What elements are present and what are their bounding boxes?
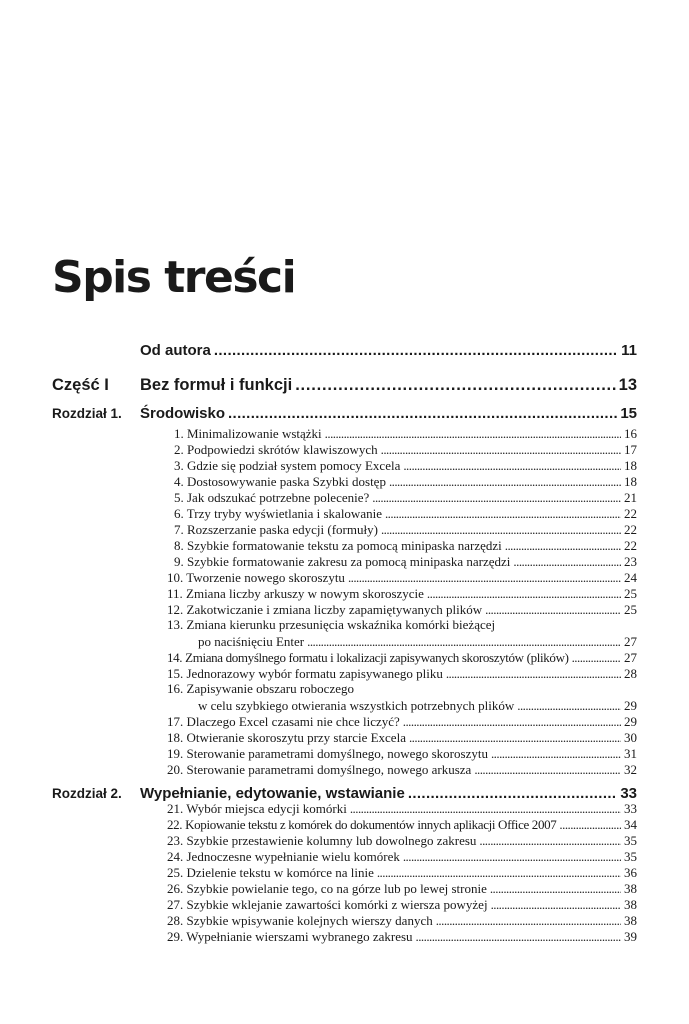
- dot-leader: [490, 881, 621, 897]
- toc-item-label: 6. Trzy tryby wyświetlania i skalowanie: [174, 506, 382, 521]
- toc-item-label: 29. Wypełnianie wierszami wybranego zakresu: [167, 929, 413, 944]
- dot-leader: [427, 586, 621, 602]
- dot-leader: [377, 865, 621, 881]
- toc-item-13[interactable]: 13. Zmiana kierunku przesunięcia wskaźnika komórki bieżącej: [167, 617, 496, 632]
- toc-item-10[interactable]: [167, 570, 637, 586]
- toc-item-label: 21. Wybór miejsca edycji komórki: [167, 801, 347, 816]
- dot-leader: [214, 342, 618, 359]
- toc-item-27[interactable]: [167, 897, 637, 913]
- toc-item-21[interactable]: [167, 801, 637, 817]
- chapter-prefix: Rozdział 1.: [52, 406, 122, 421]
- toc-item-label: w celu szybkiego otwierania wszystkich potrzebnych plików: [198, 698, 515, 713]
- dot-leader: [389, 474, 621, 490]
- toc-item-4[interactable]: [174, 474, 637, 490]
- toc-item-label: 3. Gdzie się podział system pomocy Excela: [174, 458, 401, 473]
- dot-leader: [474, 762, 621, 778]
- toc-item-label: 9. Szybkie formatowanie zakresu za pomocą minipaska narzędzi: [174, 554, 511, 569]
- dot-leader: [307, 634, 621, 650]
- dot-leader: [228, 405, 617, 422]
- dot-leader: [517, 698, 621, 714]
- toc-item-24[interactable]: [167, 849, 637, 865]
- toc-entry-page: 13: [618, 376, 637, 394]
- toc-item-page: 38: [624, 897, 637, 912]
- toc-item-page: 38: [624, 913, 637, 928]
- toc-item-label: 22. Kopiowanie tekstu z komórek do dokumentów innych aplikacji Office 2007: [167, 817, 557, 832]
- toc-item-label: 25. Dzielenie tekstu w komórce na linie: [167, 865, 374, 880]
- toc-item-label: 17. Dlaczego Excel czasami nie chce liczyć?: [167, 714, 400, 729]
- toc-item-14[interactable]: [167, 650, 637, 666]
- toc-item-29[interactable]: [167, 929, 637, 945]
- toc-item-13-continuation[interactable]: [198, 634, 637, 650]
- toc-item-23[interactable]: [167, 833, 637, 849]
- toc-entry-chapter-1[interactable]: [140, 405, 637, 425]
- toc-item-label: 23. Szybkie przestawienie kolumny lub dowolnego zakresu: [167, 833, 477, 848]
- toc-entry-page: 33: [620, 785, 637, 802]
- toc-item-page: 32: [624, 762, 637, 777]
- toc-item-page: 34: [624, 817, 637, 832]
- toc-entry-label: Wypełnianie, edytowanie, wstawianie: [140, 785, 405, 802]
- toc-item-label: 11. Zmiana liczby arkuszy w nowym skoroszycie: [167, 586, 424, 601]
- page-title: Spis treści: [52, 252, 296, 303]
- dot-leader: [295, 376, 615, 395]
- dot-leader: [491, 746, 621, 762]
- toc-item-label: 8. Szybkie formatowanie tekstu za pomocą minipaska narzędzi: [174, 538, 502, 553]
- dot-leader: [350, 801, 621, 817]
- toc-item-8[interactable]: [174, 538, 637, 554]
- toc-item-9[interactable]: [174, 554, 637, 570]
- toc-item-28[interactable]: [167, 913, 637, 929]
- toc-item-25[interactable]: [167, 865, 637, 881]
- toc-item-label: 1. Minimalizowanie wstążki: [174, 426, 322, 441]
- toc-entry-part-1[interactable]: [140, 376, 637, 398]
- toc-item-label: 19. Sterowanie parametrami domyślnego, nowego skoroszytu: [167, 746, 488, 761]
- toc-entry-label: Od autora: [140, 342, 211, 359]
- dot-leader: [491, 897, 621, 913]
- dot-leader: [505, 538, 621, 554]
- toc-item-page: 25: [624, 586, 637, 601]
- toc-item-18[interactable]: [167, 730, 637, 746]
- dot-leader: [479, 833, 621, 849]
- dot-leader: [372, 490, 621, 506]
- dot-leader: [381, 442, 621, 458]
- toc-entry-page: 15: [620, 405, 637, 422]
- dot-leader: [403, 458, 621, 474]
- toc-item-label: 14. Zmiana domyślnego formatu i lokalizacji zapisywanych skoroszytów (plików): [167, 650, 569, 665]
- dot-leader: [572, 650, 621, 666]
- toc-item-12[interactable]: [167, 602, 637, 618]
- dot-leader: [409, 730, 621, 746]
- toc-item-page: 27: [624, 650, 637, 665]
- toc-item-22[interactable]: [167, 817, 637, 833]
- toc-item-label: 15. Jednorazowy wybór formatu zapisywanego pliku: [167, 666, 443, 681]
- toc-item-label: 10. Tworzenie nowego skoroszytu: [167, 570, 345, 585]
- toc-item-page: 30: [624, 730, 637, 745]
- dot-leader: [446, 666, 621, 682]
- toc-item-page: 18: [624, 458, 637, 473]
- toc-item-7[interactable]: [174, 522, 637, 538]
- toc-item-page: 31: [624, 746, 637, 761]
- dot-leader: [436, 913, 621, 929]
- toc-item-label: 18. Otwieranie skoroszytu przy starcie Excela: [167, 730, 406, 745]
- dot-leader: [513, 554, 621, 570]
- toc-item-page: 38: [624, 881, 637, 896]
- dot-leader: [416, 929, 621, 945]
- toc-item-19[interactable]: [167, 746, 637, 762]
- toc-item-page: 35: [624, 849, 637, 864]
- toc-item-label: 7. Rozszerzanie paska edycji (formuły): [174, 522, 378, 537]
- dot-leader: [381, 522, 621, 538]
- toc-item-11[interactable]: [167, 586, 637, 602]
- toc-item-page: 29: [624, 714, 637, 729]
- toc-item-15[interactable]: [167, 666, 637, 682]
- toc-item-6[interactable]: [174, 506, 637, 522]
- toc-item-label: 24. Jednoczesne wypełnianie wielu komórek: [167, 849, 400, 864]
- toc-item-page: 28: [624, 666, 637, 681]
- toc-item-label: 2. Podpowiedzi skrótów klawiszowych: [174, 442, 378, 457]
- toc-item-2[interactable]: [174, 442, 637, 458]
- toc-item-label: 12. Zakotwiczanie i zmiana liczby zapamiętywanych plików: [167, 602, 483, 617]
- toc-item-label: 4. Dostosowywanie paska Szybki dostęp: [174, 474, 386, 489]
- toc-item-3[interactable]: [174, 458, 637, 474]
- toc-entry-label: Środowisko: [140, 405, 226, 422]
- toc-item-page: 22: [624, 538, 637, 553]
- toc-item-label: 20. Sterowanie parametrami domyślnego, nowego arkusza: [167, 762, 472, 777]
- toc-item-page: 18: [624, 474, 637, 489]
- toc-item-page: 24: [624, 570, 637, 585]
- toc-item-label: 27. Szybkie wklejanie zawartości komórki z wiersza powyżej: [167, 897, 488, 912]
- toc-item-label: 26. Szybkie powielanie tego, co na górze lub po lewej stronie: [167, 881, 487, 896]
- toc-item-label: 5. Jak odszukać potrzebne polecenie?: [174, 490, 370, 505]
- toc-entry-label: Bez formuł i funkcji: [140, 376, 293, 394]
- dot-leader: [325, 426, 621, 442]
- toc-item-page: 35: [624, 833, 637, 848]
- dot-leader: [485, 602, 621, 618]
- toc-item-page: 16: [624, 426, 637, 441]
- toc-entry-author-note[interactable]: [140, 342, 637, 362]
- toc-item-17[interactable]: [167, 714, 637, 730]
- toc-item-page: 36: [624, 865, 637, 880]
- toc-item-page: 21: [624, 490, 637, 505]
- toc-item-page: 29: [624, 698, 637, 713]
- toc-item-5[interactable]: [174, 490, 637, 506]
- toc-item-page: 23: [624, 554, 637, 569]
- toc-item-page: 33: [624, 801, 637, 816]
- dot-leader: [348, 570, 621, 586]
- toc-item-16-continuation[interactable]: [198, 698, 637, 714]
- toc-item-page: 25: [624, 602, 637, 617]
- toc-item-20[interactable]: [167, 762, 637, 778]
- toc-item-page: 27: [624, 634, 637, 649]
- chapter-prefix: Rozdział 2.: [52, 786, 122, 801]
- toc-item-page: 22: [624, 506, 637, 521]
- dot-leader: [559, 817, 621, 833]
- dot-leader: [408, 785, 618, 802]
- toc-entry-page: 11: [621, 342, 637, 359]
- toc-item-1[interactable]: [174, 426, 637, 442]
- toc-item-page: 22: [624, 522, 637, 537]
- dot-leader: [403, 714, 621, 730]
- dot-leader: [403, 849, 621, 865]
- toc-item-26[interactable]: [167, 881, 637, 897]
- toc-item-label: po naciśnięciu Enter: [198, 634, 305, 649]
- toc-item-label: 28. Szybkie wpisywanie kolejnych wierszy danych: [167, 913, 433, 928]
- toc-item-page: 39: [624, 929, 637, 944]
- dot-leader: [385, 506, 621, 522]
- part-prefix: Część I: [52, 376, 109, 394]
- toc-item-16[interactable]: 16. Zapisywanie obszaru roboczego: [167, 681, 354, 696]
- toc-item-page: 17: [624, 442, 637, 457]
